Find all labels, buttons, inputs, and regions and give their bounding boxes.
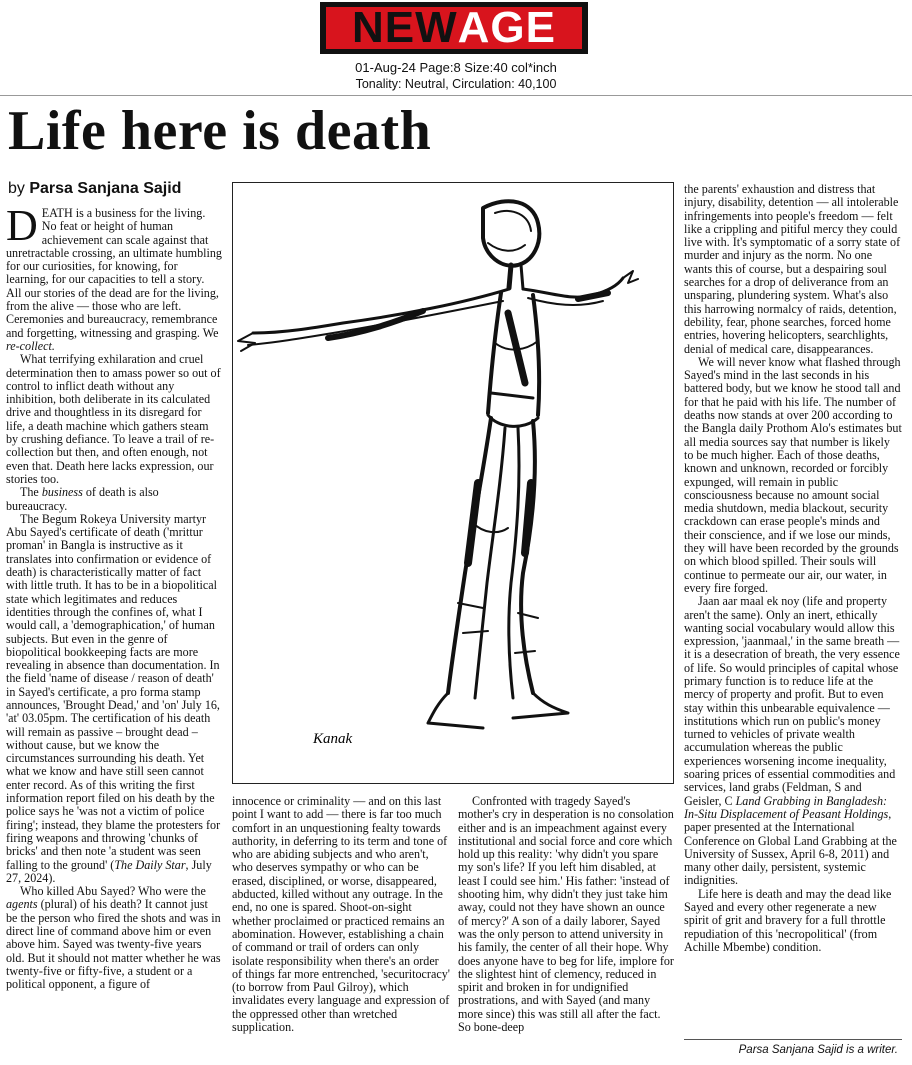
paragraph-11: Life here is death and may the dead like Sayed and every other regenerate a new spirit of grit and bravery for a full throttle repudiation of this 'necropolitical' (from Achille Mbembe) condition. <box>684 886 892 954</box>
paragraph-7: Confronted with tragedy Sayed's mother's cry in desperation is no consolation either and is an impeachment against every institutional and social force and core which hold up this reality: 'why didn't you spare my son's life? If you left him disabled, at least I could see him.' His father: 'instead of shooting him, why didn't they just take him away, could not they have shown an ounce of mercy?' A son of a daily laborer, Sayed was the only person to attend university in his family, the center of all their hope. Why does anyone have to beg for life, implore for the slightest hint of clemency, reduced in spirit and broken in for undignified prostrations, and with Sayed (and many more since) this was still all after the fact. So bone-deep <box>458 794 674 1035</box>
article-column-1 <box>6 201 222 992</box>
paragraph-1 <box>6 201 222 353</box>
byline-author: Parsa Sanjana Sajid <box>29 180 182 197</box>
paragraph-4: The Begum Rokeya University martyr Abu Sayed's certificate of death ('mrittur proman' in Bangla is instructive as it translates into confirmation or evidence of death) is characteristically matter of fact with little truth. It has to be in a biopolitical state which legitimates and reduces identities through the confines of, what I would call, a 'demographication,' of human subjects. But even in the genre of biopolitical bookkeeping facts are more revealing in absence than documentation. In the field 'name of disease / reason of death' in Sayed's certificate, a pro forma stamp announces, 'Brought Dead,' and 'on' July 16, 'at' 03.05pm. The certification of his death will remain as passive – brought dead – without cause, but we know the circumstances surrounding his death. Yet what we know and have still seen cannot enter record. As of this writing the first information report filed on his death by the police says he 'was not a victim of police firing'; instead, they blame the protesters for firing weapons and throwing 'chunks of bricks' and then note 'a student was seen falling to the ground' (The Daily Star, July 27, 2024). <box>6 511 221 885</box>
author-note: Parsa Sanjana Sajid is a writer. <box>738 1044 898 1056</box>
logo-text-new: NEW <box>351 3 458 52</box>
illustration <box>232 182 674 784</box>
paragraph-3: The business of death is also bureaucracy. <box>6 485 159 513</box>
paragraph-1-emphasis: re-collect. <box>6 338 55 353</box>
article-column-4 <box>684 183 902 954</box>
sketch-figure-illustration <box>233 183 673 783</box>
paragraph-8: the parents' exhaustion and distress that injury, disability, detention — all intolerable infringements into people's freedom — felt like a crippling and pitiful mercy they could live with. It's symptomatic of a sorry state of murder and injury as the norm. No one wants this of course, but a despairing soul searches for a drop of deliverance from an unsparing, plundering system. What's also this harrowing normalcy of raids, detention, debility, fear, phone searches, forced home entries, hovering helicopters, searchlights, denial of medical care, disappearances. <box>684 182 901 356</box>
paragraph-10: Jaan aar maal ek noy (life and property aren't the same). Only an inert, ethically wanting social vocabulary would allow this expression, 'jaanmaal,' in the same breath — it is a desecration of breath, the very essence of life. So would principles of capital whose primary function is to reduce life at the mercy of property and profit. But to even stay within this unbearable equivalence — institutions which run on public's money turned to vehicles of private wealth accumulation whereas the public experiences worsening income inequality, soaring prices of essential commodities and services, land grabs (Feldman, S and Geisler, C Land Grabbing in Bangladesh: In-Situ Displacement of Peasant Holdings, paper presented at the International Conference on Global Land Grabbing at the University of Sussex, April 6-8, 2011) and many other daily, persistent, systemic indignities. <box>684 594 900 888</box>
article-column-3 <box>458 795 674 1034</box>
paragraph-9: We will never know what flashed through Sayed's mind in the last seconds in his battered body, but we know he stood tall and for that he paid with his life. The number of deaths now stands at over 200 according to the Bangla daily Prothom Alo's estimates but all media sources say that number is likely to be much higher. Each of those deaths, known and unknown, recorded or forcibly expunged, will remain in public consciousness because no amount social media shutdown, media blackout, security crackdown can erase people's minds and their conscience, and if we lose our minds, they will have been recorded by the grounds on which blood spilled. Their souls will continue to permeate our air, our water, in every fire forged. <box>684 354 902 595</box>
paragraph-1-text: EATH is a business for the living. No feat or height of human achievement can scale against that unretractable crossing, an ultimate humbling for our curiosities, for knowing, for learning, for our capacities to tell a story. All our stories of the dead are for the living, from the alive — those who are left. Ceremonies and bureaucracy, remembrance and forgetting, witnessing and grasping. We <box>6 206 222 340</box>
clipping-meta-line2: Tonality: Neutral, Circulation: 40,100 <box>355 77 557 91</box>
footer-rule <box>684 1039 902 1040</box>
logo-text-age: AGE <box>457 3 556 52</box>
paragraph-6: innocence or criminality — and on this last point I want to add — there is far too much comfort in an unquestioning fealty towards authority, in deferring to its term and tone of who are abiding subjects and who aren't, who deserves sympathy or who can be erased, disciplined, or worse, disappeared, abducted, killed without any outrage. In the end, no one is spared. Shoot-on-sight whether proclaimed or practiced remains an abomination. However, establishing a chain of command or trail of orders can only isolate responsibility when there's an order of things far more entrenched, 'securitocracy' (to borrow from Paul Gilroy), which invalidates every language and expression of the oppressed other than wretched supplication. <box>232 794 450 1035</box>
drop-cap: D <box>6 201 38 250</box>
article-column-2 <box>232 795 450 1034</box>
article-headline: Life here is death <box>8 100 432 162</box>
illustration-signature: Kanak <box>313 731 353 747</box>
newspaper-logo <box>320 2 588 54</box>
clipping-meta-line1: 01-Aug-24 Page:8 Size:40 col*inch <box>355 60 557 75</box>
paragraph-2: What terrifying exhilaration and cruel determination then to amass power so out of control to inflict death without any inhibition, both deliberate in its calculated drive and thoughtless in its disregard for life, a death machine which gathers steam by crushing defiance. To leave a trail of re-collection but then, and often enough, not even that. Death here lacks expression, our stories too. <box>6 352 221 486</box>
header-rule <box>0 95 912 96</box>
paragraph-5: Who killed Abu Sayed? Who were the agents (plural) of his death? It cannot just be the person who fired the shots and was in direct line of command above him or even above him. Sayed was twenty-five years old. But it should not matter whether he was twenty-five or fifty-five, a student or a political opponent, a figure of <box>6 884 221 992</box>
byline <box>8 180 181 198</box>
byline-prefix: by <box>8 180 25 197</box>
